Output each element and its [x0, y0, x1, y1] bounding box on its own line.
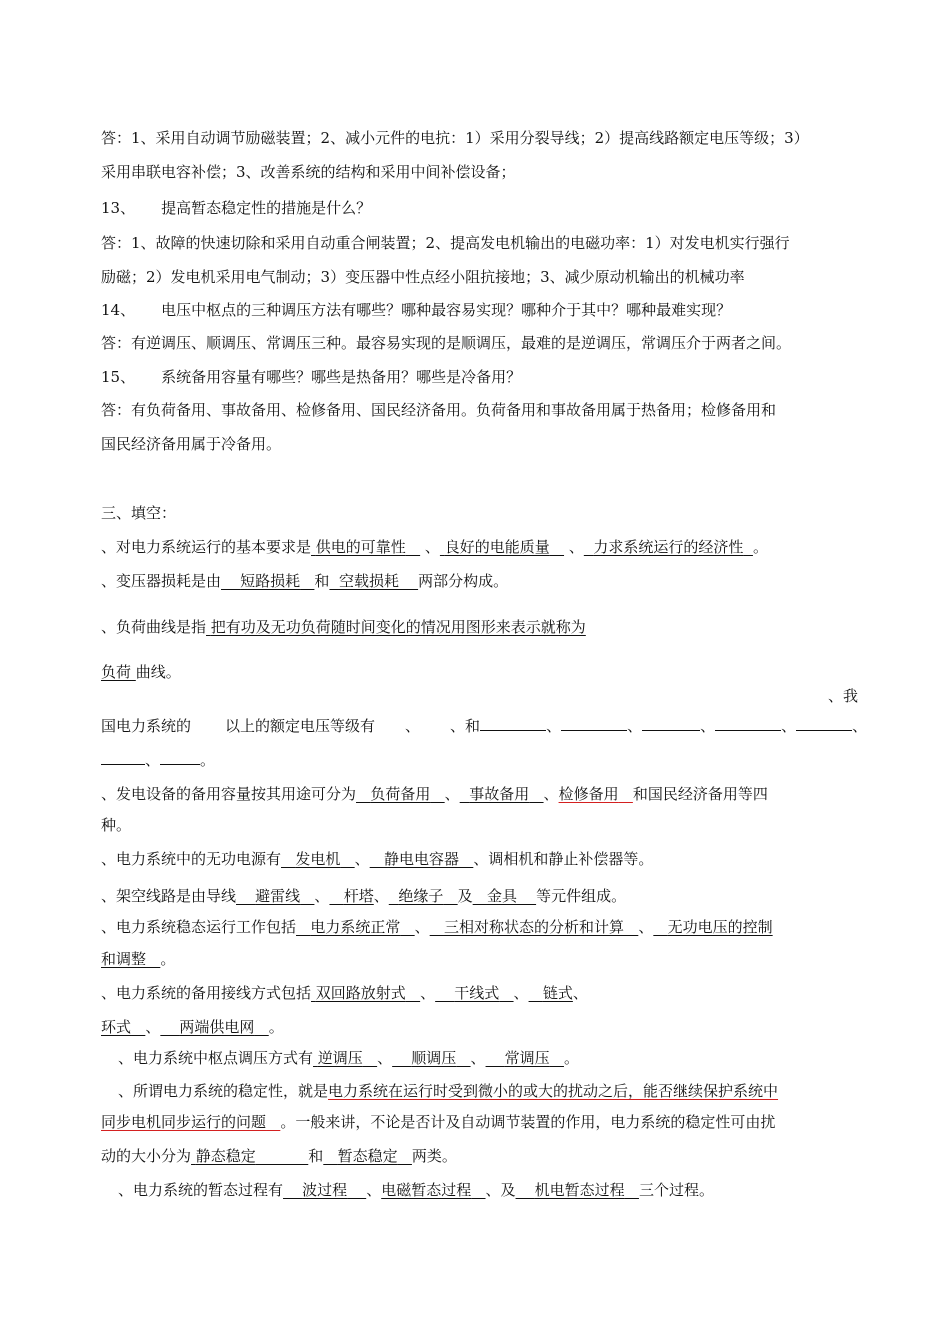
question-14: 14、 电压中枢点的三种调压方法有哪些？哪种最容易实现？哪种介于其中？哪种最难实现？ — [101, 301, 732, 319]
fill-q4-line2: 、 。 — [101, 750, 215, 770]
fill-q11-line2: 同步电机同步运行的问题 。一般来讲，不论是否计及自动调节装置的作用，电力系统的稳定性可由扰 — [101, 1113, 776, 1131]
answer-15-line1: 答：有负荷备用、事故备用、检修备用、国民经济备用。负荷备用和事故备用属于热备用；检修备用和 — [101, 401, 777, 419]
fill-q10: 、电力系统中枢点调压方式有 逆调压 、 顺调压 、 常调压 。 — [118, 1049, 579, 1067]
question-13: 13、 提高暂态稳定性的措施是什么？ — [101, 199, 372, 217]
fill-q8-line1: 、电力系统稳态运行工作包括 电力系统正常 、 三相对称状态的分析和计算 、 无功电压的控制 — [101, 918, 773, 936]
fill-q7: 、架空线路是由导线 避雷线 、 杆塔、 绝缘子 及 金具 等元件组成。 — [101, 887, 627, 905]
answer-15-line2: 国民经济备用属于冷备用。 — [101, 435, 282, 453]
answer-13-line1: 答：1、故障的快速切除和采用自动重合闸装置；2、提高发电机输出的电磁功率：1）对发电机实行强行 — [101, 234, 790, 252]
fill-q9-line1: 、电力系统的备用接线方式包括 双回路放射式 、 干线式 、 链式、 — [101, 984, 588, 1002]
question-15: 15、 系统备用容量有哪些？哪些是热备用？哪些是冷备用？ — [101, 368, 522, 386]
fill-q4-right: 、我 — [828, 687, 859, 705]
fill-q6: 、电力系统中的无功电源有 发电机 、 静电电容器 、调相机和静止补偿器等。 — [101, 850, 654, 868]
answer-13-line2: 励磁；2）发电机采用电气制动；3）变压器中性点经小阻抗接地；3、减少原动机输出的机械功率 — [101, 268, 745, 286]
fill-q12: 、电力系统的暂态过程有 波过程 、电磁暂态过程 、及 机电暂态过程 三个过程。 — [118, 1181, 714, 1199]
fill-heading: 三、填空： — [101, 504, 177, 522]
fill-q3-line1: 、负荷曲线是指 把有功及无功负荷随时间变化的情况用图形来表示就称为 — [101, 618, 586, 636]
fill-q11-line1: 、所谓电力系统的稳定性，就是电力系统在运行时受到微小的或大的扰动之后，能否继续保护系统中 — [118, 1082, 779, 1100]
answer-12-line2: 采用串联电容补偿；3、改善系统的结构和采用中间补偿设备； — [101, 163, 516, 181]
answer-12-line1: 答：1、采用自动调节励磁装置；2、减小元件的电抗：1）采用分裂导线；2）提高线路额定电压等级；3） — [101, 129, 809, 147]
answer-14-line1: 答：有逆调压、顺调压、常调压三种。最容易实现的是顺调压，最难的是逆调压，常调压介于两者之间。 — [101, 334, 792, 352]
fill-q8-line2: 和调整 。 — [101, 950, 176, 968]
fill-q5-line2: 种。 — [101, 816, 132, 834]
fill-q2: 、变压器损耗是由 短路损耗 和 空载损耗 两部分构成。 — [101, 572, 509, 590]
fill-q9-line2: 环式 、 两端供电网 。 — [101, 1018, 284, 1036]
fill-q11-line3: 动的大小分为 静态稳定 和 暂态稳定 两类。 — [101, 1147, 457, 1165]
fill-q4-line1: 国电力系统的 以上的额定电压等级有 、 、和 、 、 、 、 、 — [101, 717, 868, 735]
fill-q5-line1: 、发电设备的备用容量按其用途可分为 负荷备用 、 事故备用 、检修备用 和国民经济备用等四 — [101, 785, 768, 803]
fill-q3-line2: 负荷 曲线。 — [101, 663, 181, 681]
fill-q1: 、对电力系统运行的基本要求是 供电的可靠性 、 良好的电能质量 、 力求系统运行的经济性 。 — [101, 538, 768, 556]
